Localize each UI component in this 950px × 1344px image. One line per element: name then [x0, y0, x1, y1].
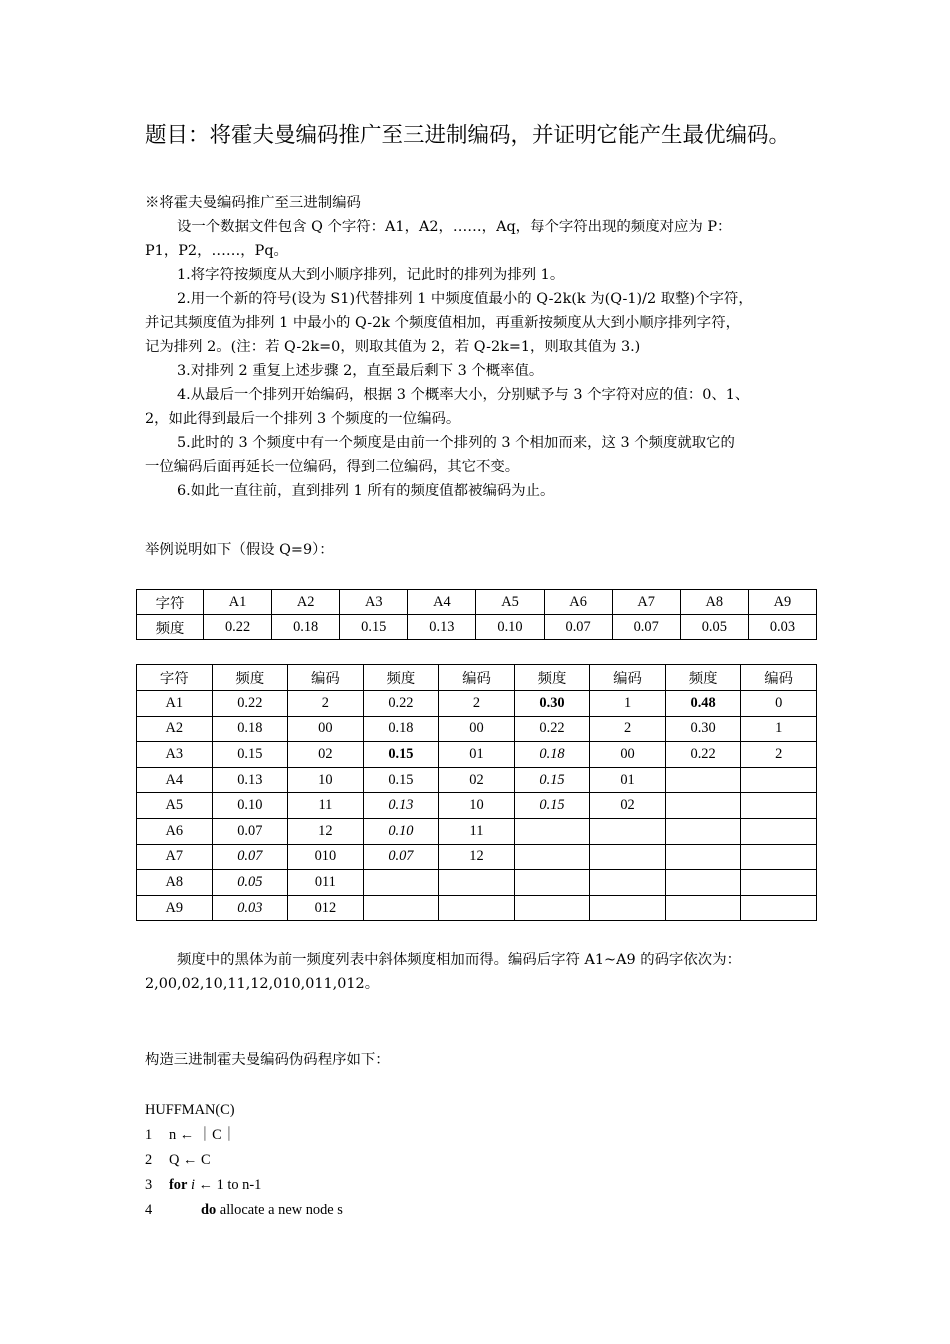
column-header: 编码 [741, 665, 817, 691]
freq-cell [363, 870, 439, 896]
column-header: 编码 [590, 665, 666, 691]
pseudocode-intro: 构造三进制霍夫曼编码伪码程序如下： [145, 1052, 390, 1068]
freq-cell: 0.03 [748, 615, 816, 640]
table-row [137, 691, 817, 717]
step-5-line1: 5.此时的 3 个频度中有一个频度是由前一个排列的 3 个相加而来，这 3 个频度就取它的 [177, 435, 735, 451]
row-label: 频度 [137, 615, 204, 640]
code-cell: 011 [288, 870, 364, 896]
column-header: 频度 [363, 665, 439, 691]
page-title: 题目：将霍夫曼编码推广至三进制编码，并证明它能产生最优编码。 [145, 123, 791, 148]
code-cell: 2 [439, 691, 515, 717]
code-cell: 2 [590, 716, 666, 742]
freq-cell: 0.30 [665, 716, 741, 742]
code-cell: 02 [288, 742, 364, 768]
code-cell: 012 [288, 895, 364, 921]
intro-line1: 设一个数据文件包含 Q 个字符：A1，A2，……，Aq，每个字符出现的频度对应为 P： [177, 219, 732, 235]
intro-line2: P1，P2，……，Pq。 [145, 243, 288, 259]
freq-cell: 0.13 [363, 793, 439, 819]
code-cell: 1 [590, 691, 666, 717]
freq-cell: 0.22 [665, 742, 741, 768]
step-5-line2: 一位编码后面再延长一位编码，得到二位编码，其它不变。 [145, 459, 520, 475]
freq-cell: 0.22 [363, 691, 439, 717]
char-cell: A8 [680, 590, 748, 615]
char-cell: A4 [137, 767, 213, 793]
code-cell [741, 767, 817, 793]
freq-cell: 0.07 [544, 615, 612, 640]
char-row [137, 590, 817, 615]
code-text: ← 1 to n-1 [194, 1177, 262, 1193]
code-cell: 00 [439, 716, 515, 742]
algorithm-description [145, 215, 810, 503]
column-header: 频度 [665, 665, 741, 691]
frequency-table [136, 589, 817, 640]
char-cell: A4 [408, 590, 476, 615]
freq-cell: 0.22 [514, 716, 590, 742]
freq-cell: 0.10 [212, 793, 288, 819]
code-cell: 2 [741, 742, 817, 768]
code-cell: 11 [439, 818, 515, 844]
code-cell [741, 895, 817, 921]
freq-cell [665, 870, 741, 896]
note-line1: 频度中的黑体为前一频度列表中斜体频度相加而得。编码后字符 A1~A9 的码字依次为： [177, 952, 741, 968]
freq-cell: 0.10 [363, 818, 439, 844]
freq-cell: 0.30 [514, 691, 590, 717]
freq-cell: 0.18 [363, 716, 439, 742]
code-cell: 10 [439, 793, 515, 819]
freq-cell [665, 895, 741, 921]
code-cell [741, 870, 817, 896]
code-cell: 2 [288, 691, 364, 717]
column-header: 字符 [137, 665, 213, 691]
loop-variable: i [190, 1177, 195, 1193]
char-cell: A6 [137, 818, 213, 844]
code-cell: 00 [590, 742, 666, 768]
freq-cell: 0.48 [665, 691, 741, 717]
char-cell: A7 [612, 590, 680, 615]
freq-cell [514, 870, 590, 896]
column-header: 编码 [288, 665, 364, 691]
code-cell: 02 [590, 793, 666, 819]
table-row [137, 793, 817, 819]
char-cell: A1 [137, 691, 213, 717]
code-line-3 [145, 1173, 343, 1198]
code-cell: 12 [288, 818, 364, 844]
keyword-for: for [169, 1177, 188, 1193]
column-header: 编码 [439, 665, 515, 691]
table-row [137, 742, 817, 768]
code-cell: 10 [288, 767, 364, 793]
column-header: 频度 [514, 665, 590, 691]
code-cell [590, 818, 666, 844]
table-row [137, 895, 817, 921]
code-cell: 00 [288, 716, 364, 742]
code-line-4 [145, 1198, 343, 1223]
code-cell [439, 895, 515, 921]
freq-cell: 0.07 [612, 615, 680, 640]
step-1: 1.将字符按频度从大到小顺序排列，记此时的排列为排列 1。 [177, 267, 565, 283]
char-cell: A9 [748, 590, 816, 615]
line-number: 3 [145, 1177, 153, 1193]
step-2-line1: 2.用一个新的符号(设为 S1)代替排列 1 中频度值最小的 Q-2k(k 为(Q-1)/2 取整)个字符， [177, 291, 753, 307]
freq-cell: 0.07 [212, 818, 288, 844]
note-line2: 2,00,02,10,11,12,010,011,012。 [145, 976, 380, 992]
freq-cell: 0.10 [476, 615, 544, 640]
freq-row [137, 615, 817, 640]
code-cell: 02 [439, 767, 515, 793]
freq-cell [665, 844, 741, 870]
code-function-name: HUFFMAN(C) [145, 1102, 235, 1118]
char-cell: A3 [340, 590, 408, 615]
row-label: 字符 [137, 590, 204, 615]
code-cell [741, 818, 817, 844]
section-heading: ※将霍夫曼编码推广至三进制编码 [145, 195, 361, 211]
freq-cell: 0.18 [272, 615, 340, 640]
char-cell: A3 [137, 742, 213, 768]
column-header: 频度 [212, 665, 288, 691]
freq-cell [363, 895, 439, 921]
char-cell: A1 [204, 590, 272, 615]
freq-cell: 0.05 [212, 870, 288, 896]
code-text: Q ← C [169, 1152, 211, 1168]
code-line-1 [145, 1123, 343, 1148]
line-number: 2 [145, 1152, 153, 1168]
step-3: 3.对排列 2 重复上述步骤 2，直至最后剩下 3 个概率值。 [177, 363, 544, 379]
freq-cell: 0.22 [212, 691, 288, 717]
freq-cell: 0.22 [204, 615, 272, 640]
table-row [137, 716, 817, 742]
freq-cell [514, 844, 590, 870]
example-intro: 举例说明如下（假设 Q=9）： [145, 542, 334, 558]
char-cell: A2 [137, 716, 213, 742]
code-cell [741, 844, 817, 870]
code-cell [439, 870, 515, 896]
freq-cell [514, 895, 590, 921]
table-row [137, 870, 817, 896]
freq-cell: 0.15 [363, 767, 439, 793]
char-cell: A5 [137, 793, 213, 819]
freq-cell [514, 818, 590, 844]
freq-cell: 0.07 [212, 844, 288, 870]
code-line-2 [145, 1148, 343, 1173]
line-number: 1 [145, 1127, 153, 1143]
code-text: allocate a new node s [216, 1202, 343, 1218]
char-cell: A2 [272, 590, 340, 615]
freq-cell: 0.07 [363, 844, 439, 870]
pseudocode-block [145, 1098, 343, 1223]
code-cell [590, 870, 666, 896]
encoding-table [136, 664, 817, 921]
header-row [137, 665, 817, 691]
step-4-line1: 4.从最后一个排列开始编码，根据 3 个概率大小，分别赋予与 3 个字符对应的值：0、1、 [177, 387, 750, 403]
freq-cell: 0.15 [212, 742, 288, 768]
code-cell: 1 [741, 716, 817, 742]
code-cell [590, 895, 666, 921]
freq-cell [665, 793, 741, 819]
step-6: 6.如此一直往前，直到排列 1 所有的频度值都被编码为止。 [177, 483, 555, 499]
char-cell: A6 [544, 590, 612, 615]
line-number: 4 [145, 1202, 153, 1218]
code-cell: 0 [741, 691, 817, 717]
code-cell: 010 [288, 844, 364, 870]
table-note [145, 948, 810, 996]
freq-cell: 0.18 [514, 742, 590, 768]
code-cell: 12 [439, 844, 515, 870]
keyword-do: do [201, 1202, 217, 1218]
step-2-line3: 记为排列 2。(注：若 Q-2k=0，则取其值为 2，若 Q-2k=1，则取其值为 3.) [145, 339, 641, 355]
char-cell: A8 [137, 870, 213, 896]
freq-cell [665, 818, 741, 844]
freq-cell: 0.13 [408, 615, 476, 640]
char-cell: A9 [137, 895, 213, 921]
code-text: n ← ｜C｜ [169, 1127, 237, 1143]
step-2-line2: 并记其频度值为排列 1 中最小的 Q-2k 个频度值相加，再重新按频度从大到小顺序排列字符， [145, 315, 740, 331]
freq-cell [665, 767, 741, 793]
table-row [137, 767, 817, 793]
freq-cell: 0.03 [212, 895, 288, 921]
code-cell [741, 793, 817, 819]
freq-cell: 0.15 [514, 767, 590, 793]
step-4-line2: 2，如此得到最后一个排列 3 个频度的一位编码。 [145, 411, 461, 427]
freq-cell: 0.15 [340, 615, 408, 640]
char-cell: A7 [137, 844, 213, 870]
freq-cell: 0.13 [212, 767, 288, 793]
freq-cell: 0.15 [363, 742, 439, 768]
freq-cell: 0.05 [680, 615, 748, 640]
char-cell: A5 [476, 590, 544, 615]
freq-cell: 0.15 [514, 793, 590, 819]
table-row [137, 818, 817, 844]
code-cell: 01 [439, 742, 515, 768]
table-row [137, 844, 817, 870]
code-cell: 11 [288, 793, 364, 819]
code-cell [590, 844, 666, 870]
code-cell: 01 [590, 767, 666, 793]
freq-cell: 0.18 [212, 716, 288, 742]
